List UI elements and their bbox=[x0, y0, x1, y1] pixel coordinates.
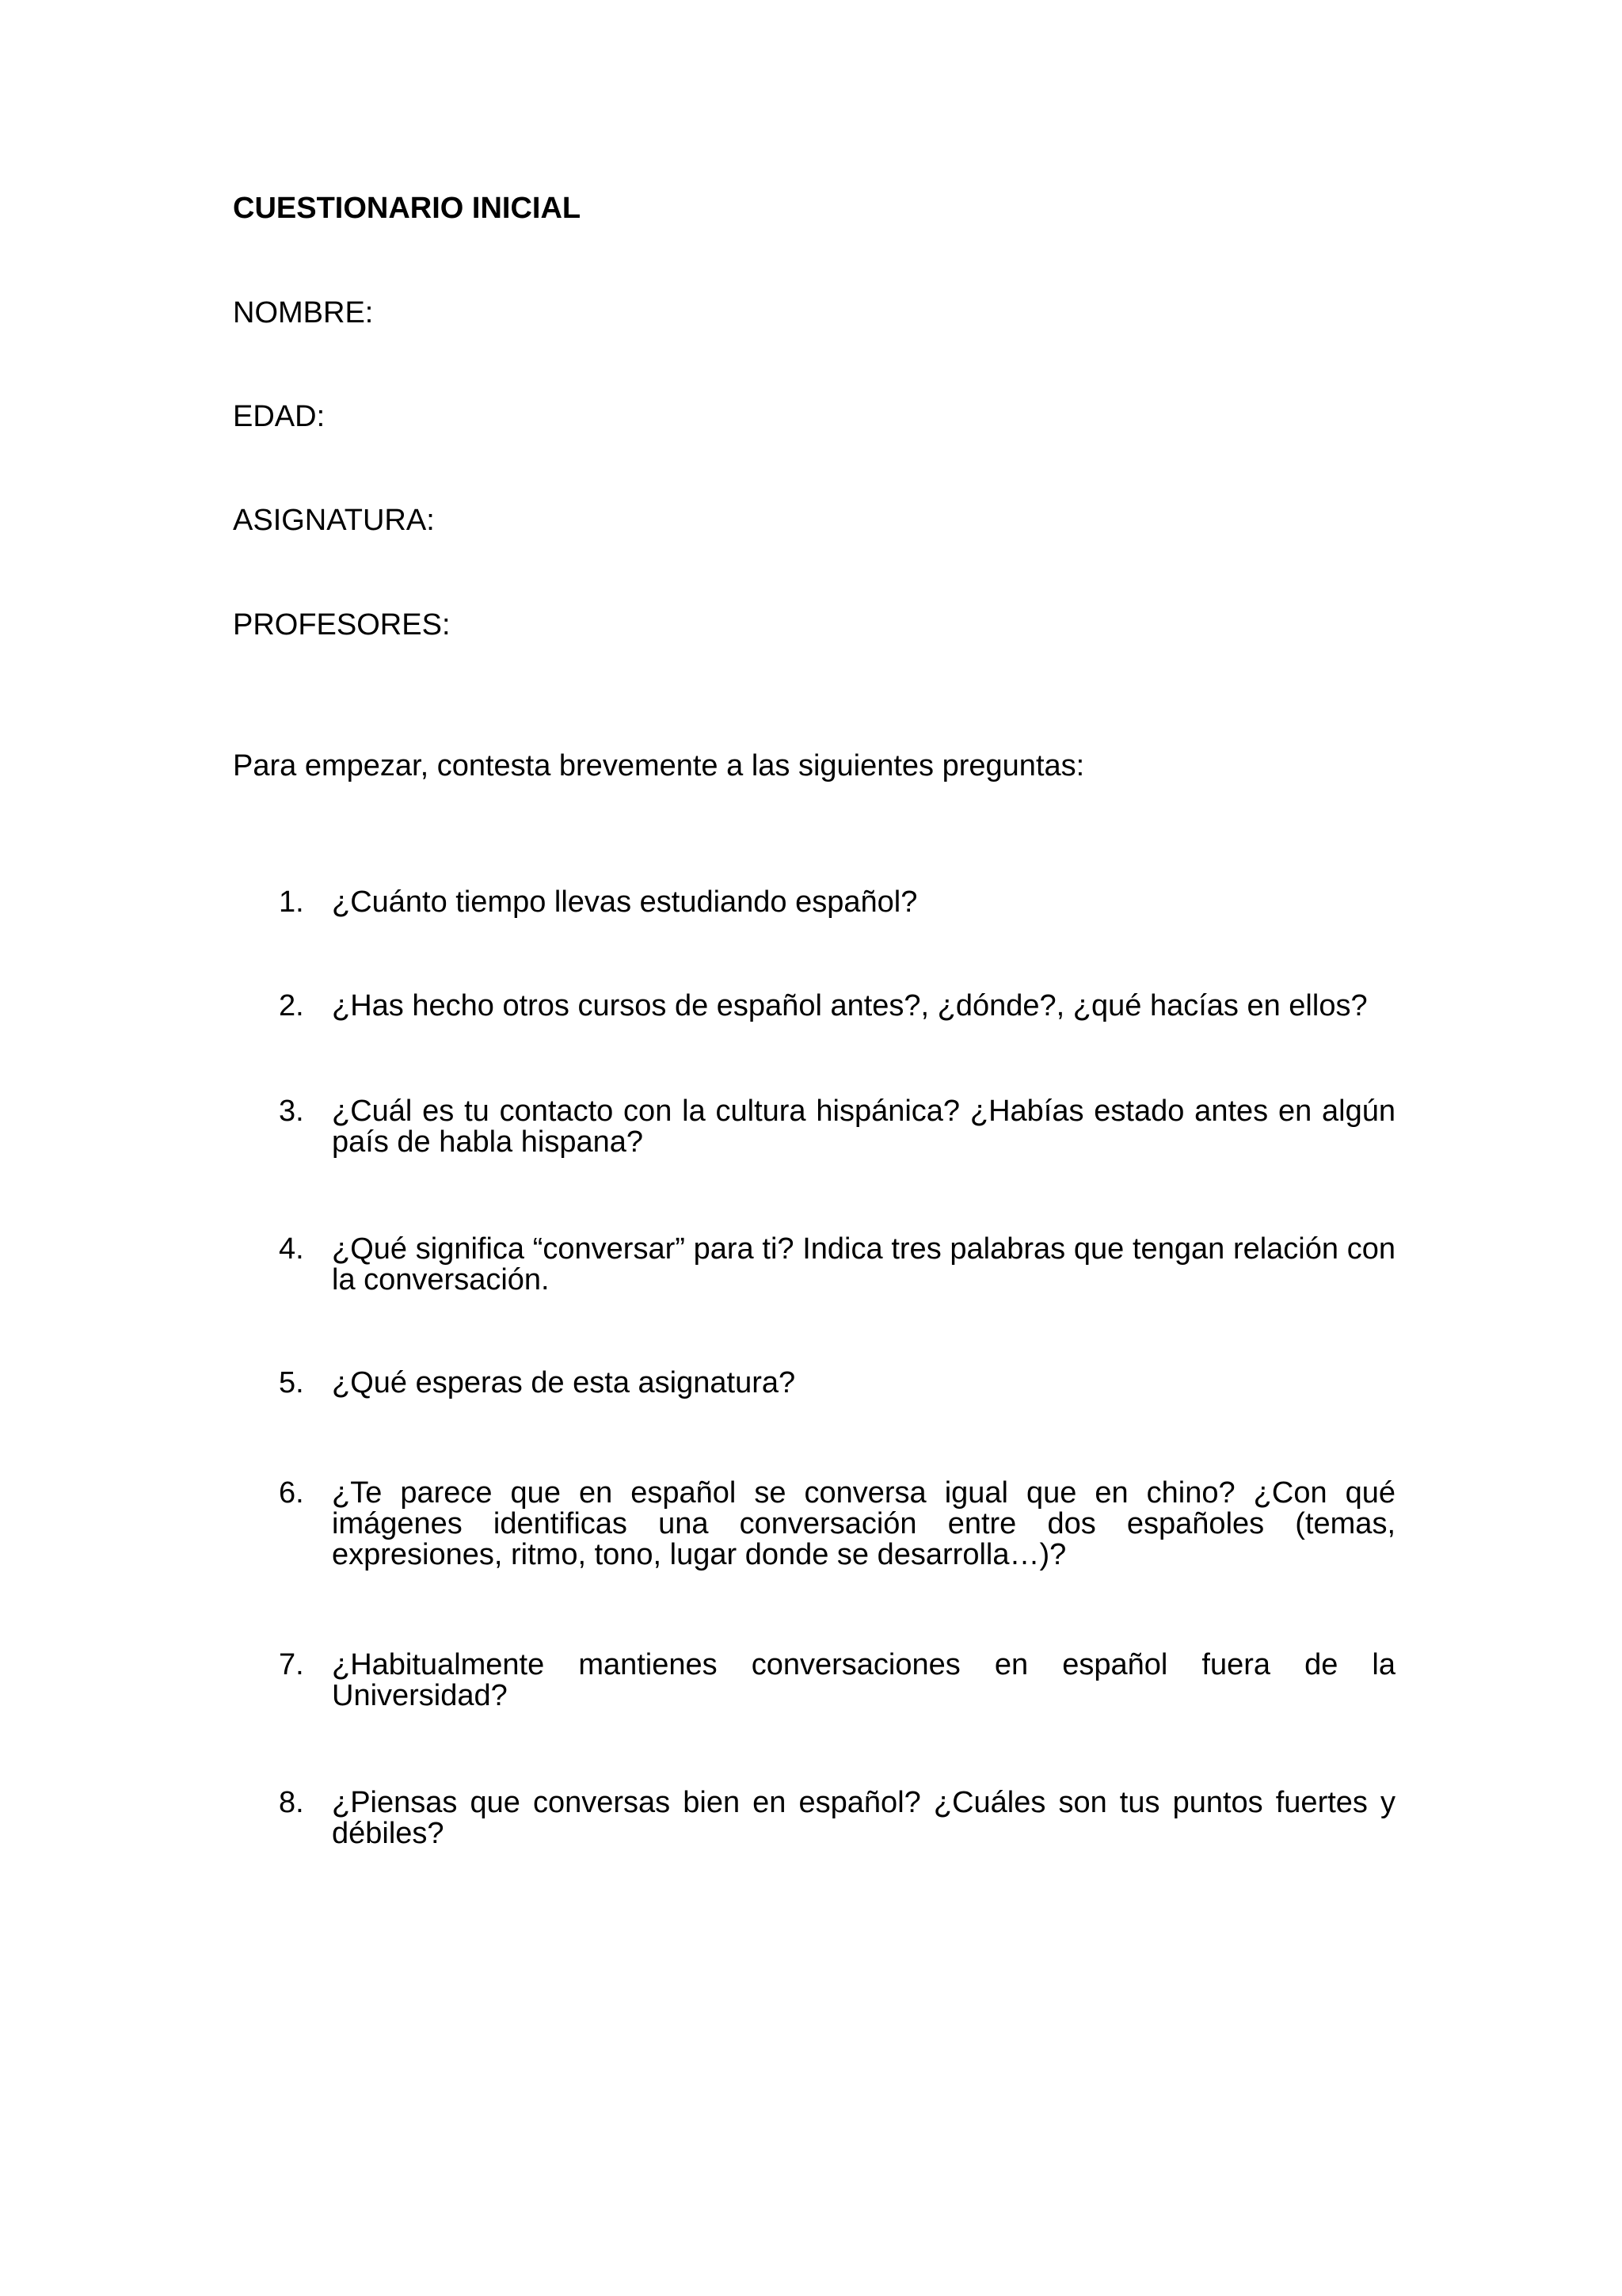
question-text: ¿Qué esperas de esta asignatura? bbox=[332, 1366, 796, 1399]
question-text: ¿Te parece que en español se conversa igual que en chino? ¿Con qué imágenes identificas una conversación entre dos españoles (temas, expresiones, ritmo, tono, lugar donde se desarrolla…)? bbox=[332, 1476, 1395, 1571]
question-number: 3. bbox=[279, 1095, 304, 1128]
question-number: 1. bbox=[279, 885, 304, 919]
question-item bbox=[279, 1368, 1395, 1399]
question-item bbox=[279, 1478, 1395, 1571]
question-item bbox=[279, 1096, 1395, 1158]
question-item bbox=[279, 1234, 1395, 1296]
field-asignatura: ASIGNATURA: bbox=[233, 504, 435, 537]
field-edad: EDAD: bbox=[233, 400, 326, 433]
question-item bbox=[279, 1650, 1395, 1712]
field-profesores: PROFESORES: bbox=[233, 608, 451, 642]
question-number: 6. bbox=[279, 1476, 304, 1510]
question-item bbox=[279, 1788, 1395, 1849]
question-number: 2. bbox=[279, 989, 304, 1022]
question-text: ¿Cuál es tu contacto con la cultura hispánica? ¿Habías estado antes en algún país de habla hispana? bbox=[332, 1095, 1395, 1159]
question-text: ¿Has hecho otros cursos de español antes?, ¿dónde?, ¿qué hacías en ellos? bbox=[332, 989, 1368, 1022]
intro-instruction: Para empezar, contesta brevemente a las siguientes preguntas: bbox=[233, 749, 1085, 782]
question-item bbox=[279, 887, 1395, 918]
field-nombre: NOMBRE: bbox=[233, 296, 374, 329]
question-number: 5. bbox=[279, 1366, 304, 1399]
question-number: 7. bbox=[279, 1648, 304, 1681]
question-number: 4. bbox=[279, 1232, 304, 1266]
question-item bbox=[279, 991, 1395, 1022]
question-text: ¿Habitualmente mantienes conversaciones en español fuera de la Universidad? bbox=[332, 1648, 1395, 1712]
question-text: ¿Cuánto tiempo llevas estudiando español? bbox=[332, 885, 918, 919]
question-text: ¿Qué significa “conversar” para ti? Indica tres palabras que tengan relación con la conversación. bbox=[332, 1232, 1395, 1296]
question-text: ¿Piensas que conversas bien en español? ¿Cuáles son tus puntos fuertes y débiles? bbox=[332, 1786, 1395, 1850]
question-number: 8. bbox=[279, 1786, 304, 1819]
document-title: CUESTIONARIO INICIAL bbox=[233, 192, 581, 225]
